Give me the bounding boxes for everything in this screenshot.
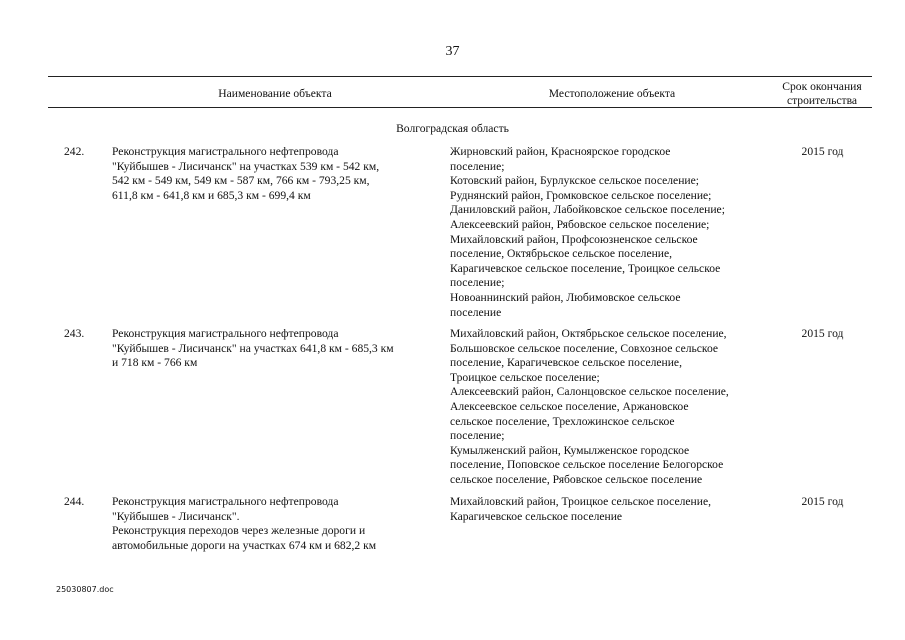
column-header-name: Наименование объекта	[218, 87, 332, 100]
object-location-line: Алексеевский район, Рябовское сельское поселение;	[450, 217, 710, 231]
object-name-line: "Куйбышев - Лисичанск".	[112, 509, 240, 523]
object-location-line: Карагичевское сельское поселение	[450, 509, 623, 523]
object-location-line: Михайловский район, Троицкое сельское поселение,	[450, 495, 711, 508]
object-location-line: Алексеевский район, Салонцовское сельское поселение,	[450, 385, 729, 399]
object-name-line: 542 км - 549 км, 549 км - 587 км, 766 км - 793,25 км,	[112, 174, 370, 188]
object-name-line: Реконструкция магистрального нефтепровода	[112, 145, 339, 158]
object-name	[112, 327, 437, 371]
object-location-line: Новоаннинский район, Любимовское сельское	[450, 290, 681, 304]
object-location-line: Даниловский район, Лабойковское сельское поселение;	[450, 203, 725, 217]
object-location-line: поселение;	[450, 276, 505, 290]
object-location-line: поселение, Карагичевское сельское поселение,	[450, 356, 682, 370]
column-header-term-line1: Срок окончания	[782, 80, 862, 93]
row-number: 243.	[64, 327, 85, 340]
object-location-line: Котовский район, Бурлукское сельское поселение;	[450, 174, 699, 188]
object-location-line: поселение;	[450, 159, 505, 173]
object-location-line: Михайловский район, Профсоюзненское сельское	[450, 232, 698, 246]
object-location-line: Большовское сельское поселение, Совхозное сельское	[450, 341, 719, 355]
object-name-line: Реконструкция магистрального нефтепровода	[112, 495, 339, 508]
construction-term: 2015 год	[801, 327, 844, 340]
object-location-line: Михайловский район, Октябрьское сельское поселение,	[450, 327, 727, 340]
column-header-term	[774, 80, 870, 108]
object-name	[112, 495, 437, 553]
object-location	[450, 327, 780, 488]
object-location-line: Кумылженский район, Кумылженское городское	[450, 443, 690, 457]
row-number: 242.	[64, 145, 85, 158]
object-location-line: Жирновский район, Красноярское городское	[450, 145, 671, 158]
object-name-line: "Куйбышев - Лисичанск" на участках 641,8 км - 685,3 км	[112, 341, 394, 355]
object-location-line: Троицкое сельское поселение;	[450, 370, 600, 384]
region-title: Волгоградская область	[396, 122, 509, 135]
object-name-line: "Куйбышев - Лисичанск" на участках 539 км - 542 км,	[112, 159, 380, 173]
object-location	[450, 495, 780, 524]
row-number: 244.	[64, 495, 85, 508]
table-header-rule	[48, 107, 872, 108]
object-location-line: поселение;	[450, 429, 505, 443]
object-name-line: автомобильные дороги на участках 674 км и 682,2 км	[112, 538, 377, 552]
object-name-line: Реконструкция магистрального нефтепровода	[112, 327, 339, 340]
column-header-location: Местоположение объекта	[548, 87, 676, 100]
object-name	[112, 145, 437, 203]
object-location-line: поселение	[450, 305, 502, 319]
object-location-line: поселение, Октябрьское сельское поселение,	[450, 247, 673, 261]
table-top-rule	[48, 76, 872, 77]
object-location-line: поселение, Поповское сельское поселение Белогорское	[450, 458, 724, 472]
object-location-line: сельское поселение, Трехложинское сельское	[450, 414, 675, 428]
construction-term: 2015 год	[801, 145, 844, 158]
object-location-line: Карагичевское сельское поселение, Троицкое сельское	[450, 261, 721, 275]
object-location-line: Руднянский район, Громковское сельское поселение;	[450, 188, 712, 202]
object-location	[450, 145, 780, 320]
object-name-line: Реконструкция переходов через железные дороги и	[112, 524, 366, 538]
column-header-term-line2: строительства	[786, 94, 858, 107]
footer-filename: 25030807.doc	[56, 585, 114, 594]
page-number: 37	[445, 44, 460, 59]
object-location-line: сельское поселение, Рябовское сельское поселение	[450, 472, 703, 486]
object-location-line: Алексеевское сельское поселение, Аржановское	[450, 399, 689, 413]
object-name-line: и 718 км - 766 км	[112, 356, 198, 370]
construction-term: 2015 год	[801, 495, 844, 508]
object-name-line: 611,8 км - 641,8 км и 685,3 км - 699,4 км	[112, 188, 311, 202]
